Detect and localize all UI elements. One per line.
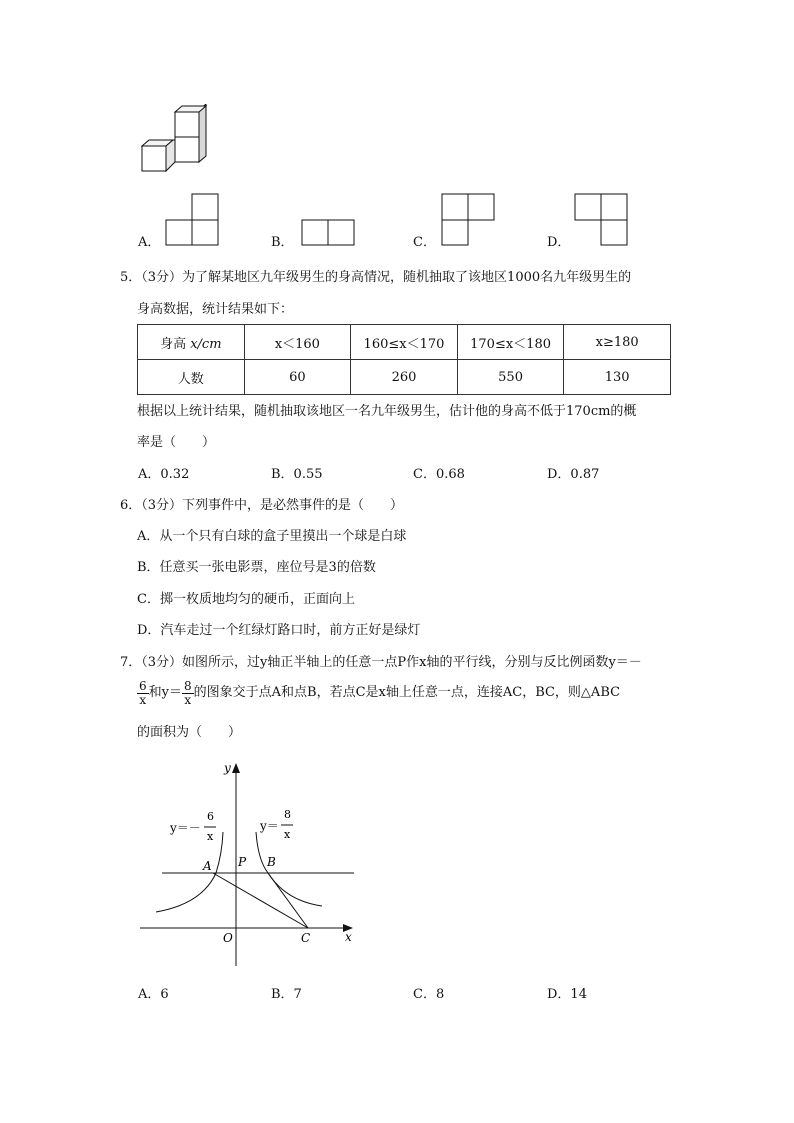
label-a: A: [203, 859, 212, 873]
q7-stem-mid-a: 和y＝: [148, 684, 182, 700]
q4-cube-figure: [140, 104, 212, 174]
q5-stem-line2: 身高数据，统计结果如下：: [137, 302, 294, 317]
table-row: [138, 360, 671, 395]
eq-left-den: x: [207, 830, 214, 843]
table-cell: 130: [564, 360, 671, 395]
q5-stem-line1: 5．（3分）为了解某地区九年级男生的身高情况，随机抽取了该地区1000名九年级男生的: [120, 270, 632, 285]
q4-option-b-figure: [300, 218, 356, 248]
eq-right-num: 8: [284, 808, 291, 821]
q7-option-a[interactable]: A．6: [138, 987, 169, 1002]
curve-8-over-x: [256, 832, 322, 906]
table-header-cell: x≥180: [564, 325, 671, 360]
q6-option-b[interactable]: B．任意买一张电影票，座位号是3的倍数: [137, 560, 376, 575]
table-cell: 260: [351, 360, 458, 395]
q5-option-d[interactable]: D．0.87: [547, 467, 600, 482]
table-header-label: [138, 325, 245, 360]
q4-option-a[interactable]: [138, 236, 160, 249]
eq-right-den: x: [284, 828, 291, 841]
q7-fraction-neg-6-over-x: [137, 680, 149, 706]
q6-option-a[interactable]: A．从一个只有白球的盒子里摸出一个球是白球: [137, 529, 407, 544]
q4-option-b-letter: B．: [271, 235, 294, 250]
table-cell: 550: [457, 360, 564, 395]
table-header-label-text: 身高: [160, 336, 191, 352]
label-x: x: [345, 930, 352, 944]
label-b: B: [267, 855, 276, 869]
q4-option-b[interactable]: [271, 236, 294, 249]
label-c: C: [301, 931, 311, 945]
q5-stem-line3: 根据以上统计结果，随机抽取该地区一名九年级男生，估计他的身高不低于170cm的概: [137, 404, 637, 419]
table-header-label-var: x/cm: [190, 336, 222, 352]
q4-option-d-letter: D．: [547, 235, 571, 250]
q5-option-a[interactable]: A．0.32: [138, 467, 190, 482]
fraction-numerator: 8: [184, 679, 192, 693]
q7-option-c[interactable]: C．8: [413, 987, 445, 1002]
q5-option-b[interactable]: B．0.55: [271, 467, 323, 482]
q7-stem-line2: [137, 680, 620, 706]
table-header-cell: x＜160: [244, 325, 351, 360]
q4-option-c[interactable]: [413, 236, 436, 249]
fraction-denominator: x: [184, 692, 192, 707]
q4-option-a-figure: [164, 192, 220, 248]
table-cell: 60: [244, 360, 351, 395]
q6-option-d[interactable]: D．汽车走过一个红绿灯路口时，前方正好是绿灯: [137, 623, 421, 638]
q4-option-c-letter: C．: [413, 235, 436, 250]
q5-option-c[interactable]: C．0.68: [413, 467, 465, 482]
fraction-numerator: 6: [139, 679, 147, 693]
q6-stem: 6．（3分）下列事件中，是必然事件的是（ ）: [120, 498, 404, 513]
q4-option-a-letter: A．: [138, 235, 161, 250]
label-y: y: [224, 761, 231, 775]
curve-negative-6-over-x: [156, 832, 223, 912]
label-p: P: [238, 855, 247, 869]
table-header-cell: 160≤x＜170: [351, 325, 458, 360]
eq-left-num: 6: [207, 810, 214, 823]
segment-ac: [213, 873, 308, 928]
table-row-label: 人数: [138, 360, 245, 395]
table-row: [138, 325, 671, 360]
q7-option-b[interactable]: B．7: [271, 987, 302, 1002]
eq-left-prefix: y＝－: [170, 821, 201, 835]
q4-option-d-figure: [573, 192, 629, 248]
q7-fraction-8-over-x: [182, 680, 194, 706]
q7-stem-line3: 的面积为（ ）: [137, 725, 242, 740]
q7-stem-line1: 7．（3分）如图所示，过y轴正半轴上的任意一点P作x轴的平行线，分别与反比例函数y＝－: [120, 655, 642, 670]
fraction-denominator: x: [139, 692, 147, 707]
q4-option-d[interactable]: [547, 236, 570, 249]
q6-option-c[interactable]: C．掷一枚质地均匀的硬币，正面向上: [137, 592, 355, 607]
q5-stem-line4: 率是（ ）: [137, 435, 216, 450]
label-o: O: [223, 931, 233, 945]
table-header-cell: 170≤x＜180: [457, 325, 564, 360]
q7-option-d[interactable]: D．14: [547, 987, 587, 1002]
q7-graph-figure: [130, 756, 370, 972]
q5-height-table: [137, 324, 671, 395]
q4-option-c-figure: [440, 192, 496, 248]
eq-right-prefix: y＝: [260, 819, 279, 833]
q7-stem-mid-b: 的图象交于点A和点B，若点C是x轴上任意一点，连接AC，BC，则△ABC: [193, 684, 621, 700]
